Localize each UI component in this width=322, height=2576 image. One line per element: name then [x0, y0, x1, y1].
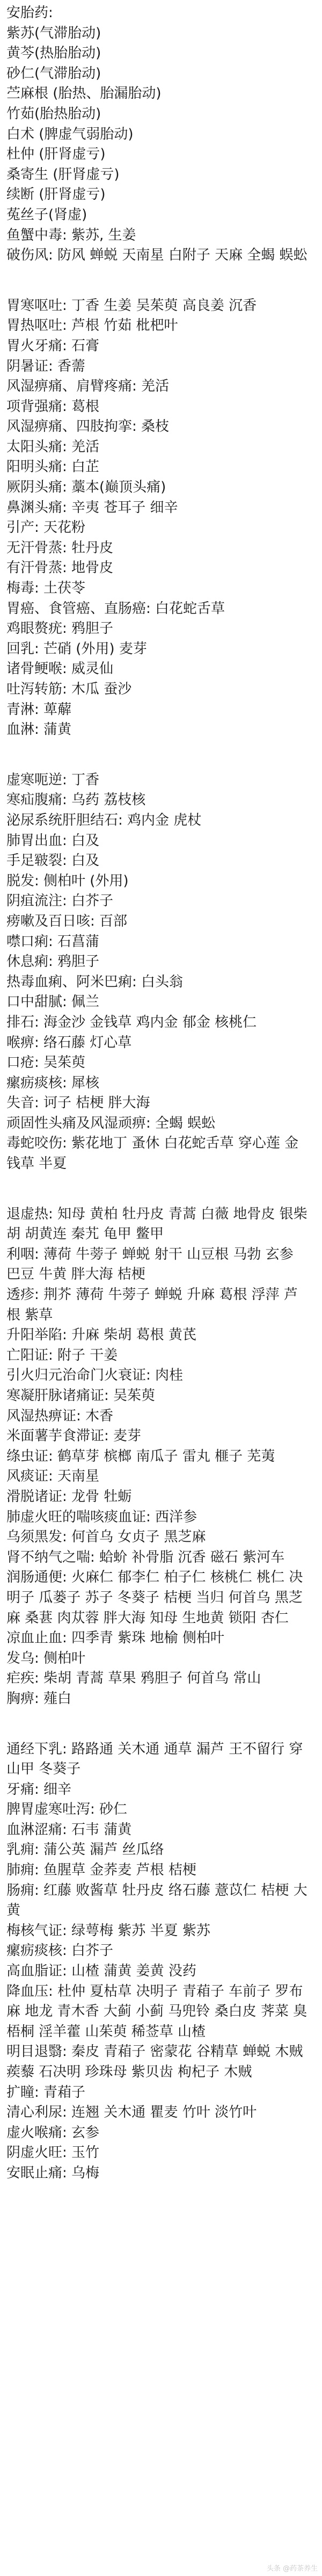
text-line: 竹茹(胎热胎动): [6, 105, 101, 122]
text-line: 风湿痹痛、四肢拘挛: 桑枝: [6, 418, 170, 435]
text-line: 紫苏(气滞胎动): [6, 25, 101, 41]
text-line: 青淋: 萆薢: [6, 701, 72, 718]
text-section: [6, 770, 309, 1174]
text-line: 破伤风: 防风 蝉蜕 天南星 白附子 天麻 全蝎 蜈蚣: [6, 247, 308, 264]
text-section: [6, 1204, 309, 1709]
herb-reference-list: [6, 3, 309, 2184]
text-line: 口中甜腻: 佩兰: [6, 994, 100, 1011]
text-line: 寒疝腹痛: 乌药 荔枝核: [6, 792, 146, 809]
text-line: 脾胃虚寒吐泻: 砂仁: [6, 1801, 128, 1818]
text-line: 通经下乳: 路路通 关木通 通草 漏芦 王不留行 穿山甲 冬葵子: [6, 1741, 303, 1778]
text-line: 胃火牙痛: 石膏: [6, 337, 100, 354]
text-line: 阳明头痛: 白芷: [6, 459, 100, 475]
text-line: 米面薯芋食滞证: 麦芽: [6, 1428, 142, 1445]
text-line: 泌尿系统肝胆结石: 鸡内金 虎杖: [6, 812, 202, 828]
text-line: 胃寒呕吐: 丁香 生姜 吴茱萸 高良姜 沉香: [6, 297, 257, 314]
text-line: 排石: 海金沙 金钱草 鸡内金 郁金 核桃仁: [6, 1014, 257, 1030]
text-line: 引火归元治命门火衰证: 肉桂: [6, 1367, 184, 1384]
text-line: 毒蛇咬伤: 紫花地丁 蚤休 白花蛇舌草 穿心莲 金钱草 半夏: [6, 1135, 299, 1172]
text-line: 梅毒: 土茯苓: [6, 580, 86, 597]
text-section: [6, 1740, 309, 2184]
text-line: 扩瞳: 青葙子: [6, 2084, 86, 2101]
text-line: 梅核气证: 绿萼梅 紫苏 半夏 紫苏: [6, 1922, 210, 1939]
text-line: 肺痈: 鱼腥草 金荞麦 芦根 桔梗: [6, 1862, 196, 1879]
text-section: [6, 296, 309, 740]
text-line: 降血压: 杜仲 夏枯草 决明子 青葙子 车前子 罗布麻 地龙 青木香 大蓟 小蓟 马兜铃 桑白皮 荠菜 臭梧桐 淫羊藿 山茱萸 稀莶草 山楂: [6, 1983, 308, 2040]
text-line: 滑脱诸证: 龙骨 牡蛎: [6, 1488, 132, 1505]
text-line: 乌须黑发: 何首乌 女贞子 黑芝麻: [6, 1529, 206, 1546]
text-line: 退虚热: 知母 黄柏 牡丹皮 青蒿 白薇 地骨皮 银柴胡 胡黄连 秦艽 龟甲 鳖甲: [6, 1206, 308, 1243]
text-line: 肾不纳气之喘: 蛤蚧 补骨脂 沉香 磁石 紫河车: [6, 1549, 285, 1565]
text-line: 手足皲裂: 白及: [6, 853, 100, 869]
text-line: 白术 (脾虚气弱胎动): [6, 126, 134, 142]
text-line: 风痰证: 天南星: [6, 1468, 100, 1485]
text-line: 杜仲 (肝肾虚亏): [6, 146, 106, 163]
text-line: 胃热呕吐: 芦根 竹茹 枇杷叶: [6, 318, 178, 334]
text-line: 清心利尿: 连翘 关木通 瞿麦 竹叶 淡竹叶: [6, 2104, 257, 2121]
text-line: 鱼蟹中毒: 紫苏, 生姜: [6, 227, 136, 243]
text-line: 噤口痢: 石菖蒲: [6, 933, 100, 950]
text-line: 黄芩(热胎胎动): [6, 45, 101, 62]
text-line: 风湿痹痛、肩臂疼痛: 羌活: [6, 378, 170, 395]
text-line: 升阳举陷: 升麻 柴胡 葛根 黄芪: [6, 1327, 196, 1344]
text-line: 项背强痛: 葛根: [6, 398, 100, 415]
text-line: 瘰疬痰核: 犀核: [6, 1074, 100, 1091]
text-line: 肠痈: 红藤 败酱草 牡丹皮 络石藤 薏苡仁 桔梗 大黄: [6, 1882, 308, 1919]
text-line: 凉血止血: 四季青 紫珠 地榆 侧柏叶: [6, 1630, 224, 1647]
text-line: 利咽: 薄荷 牛蒡子 蝉蜕 射干 山豆根 马勃 玄参 巴豆 牛黄 胖大海 桔梗: [6, 1246, 294, 1283]
text-line: 润肠通便: 火麻仁 郁李仁 柏子仁 核桃仁 桃仁 决明子 瓜蒌子 苏子 冬葵子 桔梗 当归 何首乌 黑芝麻 桑葚 肉苁蓉 胖大海 知母 生地黄 锁阳 杏仁: [6, 1569, 303, 1626]
text-line: 胃癌、食管癌、直肠癌: 白花蛇舌草: [6, 600, 225, 617]
text-line: 亡阳证: 附子 干姜: [6, 1347, 118, 1363]
text-line: 喉痹: 络石藤 灯心草: [6, 1034, 132, 1051]
text-line: 肺胃出血: 白及: [6, 832, 100, 849]
text-line: 寒凝肝脉诸痛证: 吴茱萸: [6, 1388, 156, 1404]
text-line: 顽固性头痛及风湿顽痹: 全蝎 蜈蚣: [6, 1115, 216, 1131]
text-line: 无汗骨蒸: 牡丹皮: [6, 539, 114, 556]
text-line: 诸骨鲠喉: 威灵仙: [6, 661, 114, 677]
text-line: 吐泻转筋: 木瓜 蚕沙: [6, 681, 132, 697]
text-line: 有汗骨蒸: 地骨皮: [6, 560, 114, 576]
text-line: 阴虚火旺: 玉竹: [6, 2145, 100, 2161]
text-line: 乳痈: 蒲公英 漏芦 丝瓜络: [6, 1842, 164, 1858]
text-line: 发乌: 侧柏叶: [6, 1650, 86, 1666]
text-line: 血淋: 蒲黄: [6, 721, 72, 738]
text-line: 桑寄生 (肝肾虚亏): [6, 166, 120, 183]
text-line: 引产: 天花粉: [6, 519, 86, 536]
text-line: 瘰疬痰核: 白芥子: [6, 1943, 114, 1959]
text-line: 鼻渊头痛: 辛夷 苍耳子 细辛: [6, 499, 178, 516]
text-line: 风湿热痹证: 木香: [6, 1408, 114, 1424]
text-line: 厥阴头痛: 藁本(巅顶头痛): [6, 479, 166, 496]
text-line: 脱发: 侧柏叶 (外用): [6, 872, 129, 889]
watermark: 头条 @药茶养生: [266, 2565, 318, 2573]
text-line: 虚寒呃逆: 丁香: [6, 771, 100, 788]
text-line: 透疹: 荆芥 薄荷 牛蒡子 蝉蜕 升麻 葛根 浮萍 芦根 紫草: [6, 1287, 298, 1323]
text-line: 痨嗽及百日咳: 百部: [6, 913, 128, 929]
text-line: 苎麻根 (胎热、胎漏胎动): [6, 85, 162, 102]
text-line: 菟丝子(肾虚): [6, 206, 87, 223]
text-line: 虚火喉痛: 玄参: [6, 2124, 100, 2141]
text-line: 肺虚火旺的喘咳痰血证: 西洋参: [6, 1509, 197, 1525]
text-line: 阴暑证: 香薷: [6, 358, 86, 374]
text-line: 阴疽流注: 白芥子: [6, 893, 114, 910]
text-section: [6, 3, 309, 266]
text-line: 休息痢: 鸦胆子: [6, 954, 100, 970]
text-line: 热毒血痢、阿米巴痢: 白头翁: [6, 973, 184, 990]
text-line: 牙痛: 细辛: [6, 1781, 72, 1798]
text-line: 太阳头痛: 羌活: [6, 438, 100, 455]
text-line: 疟疾: 柴胡 青蒿 草果 鸦胆子 何首乌 常山: [6, 1670, 261, 1687]
text-line: 失音: 诃子 桔梗 胖大海: [6, 1095, 150, 1112]
text-line: 绦虫证: 鹤草芽 槟榔 南瓜子 雷丸 榧子 芜荑: [6, 1448, 275, 1464]
text-line: 回乳: 芒硝 (外用) 麦芽: [6, 640, 147, 657]
text-line: 安胎药:: [6, 5, 53, 21]
text-line: 明目退翳: 秦皮 青葙子 密蒙花 谷精草 蝉蜕 木贼 蒺藜 石决明 珍珠母 紫贝齿 枸杞子 木贼: [6, 2044, 303, 2080]
text-line: 胸痹: 薤白: [6, 1690, 72, 1707]
text-line: 续断 (肝肾虚亏): [6, 186, 106, 203]
text-line: 口疮: 吴茱萸: [6, 1055, 86, 1071]
text-line: 鸡眼赘疣: 鸦胆子: [6, 620, 114, 637]
text-line: 砂仁(气滞胎动): [6, 65, 101, 82]
text-line: 高血脂证: 山楂 蒲黄 姜黄 没药: [6, 1963, 196, 1980]
text-line: 血淋涩痛: 石韦 蒲黄: [6, 1821, 132, 1838]
text-line: 安眠止痛: 乌梅: [6, 2164, 100, 2181]
